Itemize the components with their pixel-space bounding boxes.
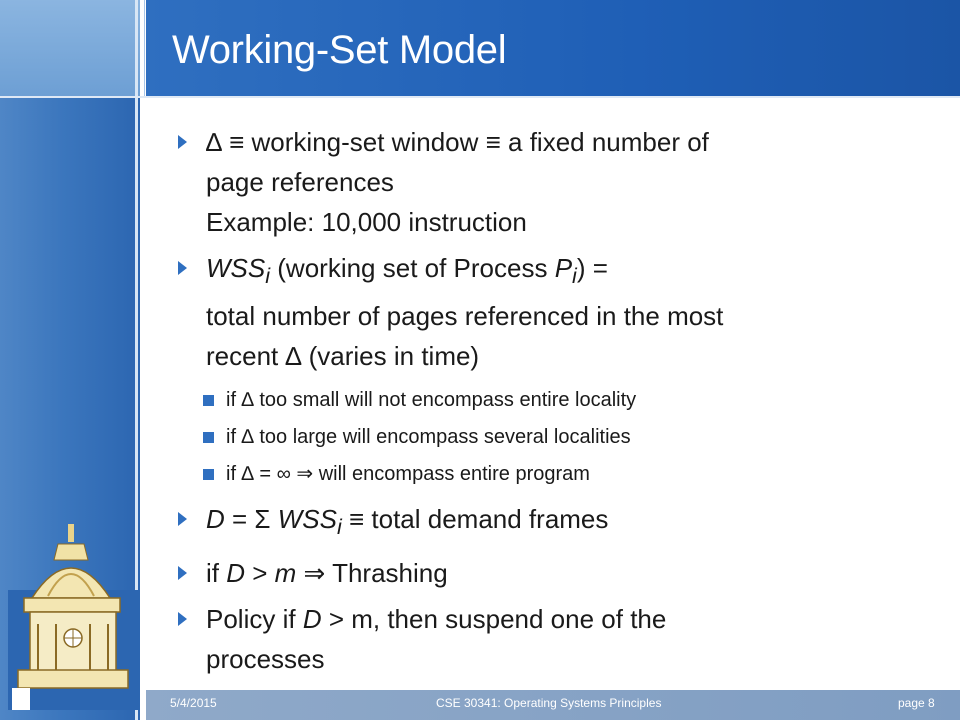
footer-date: 5/4/2015 <box>170 696 217 710</box>
square-bullet-icon <box>203 395 214 406</box>
bullet-thrashing: if D > m ⇒ Thrashing <box>178 553 938 593</box>
bullet-arrow-icon <box>178 512 187 526</box>
sub-bullet-infinite: if ∆ = ∞ ⇒ will encompass entire program <box>178 456 938 493</box>
sub-bullet-too-small: if ∆ too small will not encompass entire locality <box>178 382 938 419</box>
slide-content <box>178 122 938 685</box>
golden-dome-logo <box>8 520 140 710</box>
bullet-policy: Policy if D > m, then suspend one of the processes <box>178 599 938 679</box>
bullet-working-set-window: ∆ ≡ working-set window ≡ a fixed number of page references Example: 10,000 instruction <box>178 122 938 242</box>
bullet-arrow-icon <box>178 612 187 626</box>
footer-course-title: CSE 30341: Operating Systems Principles <box>436 696 662 710</box>
footer-page-number: page 8 <box>898 696 935 710</box>
square-bullet-icon <box>203 469 214 480</box>
bullet-wss-definition: $WSS_i$ (working set of Process $P_i$) = total number of pages referenced in the most recent ∆ (varies in time) <box>178 248 938 376</box>
bullet-arrow-icon <box>178 135 187 149</box>
sub-bullet-too-large: if ∆ too large will encompass several localities <box>178 419 938 456</box>
sidebar-divider-thin <box>144 0 145 96</box>
bullet-arrow-icon <box>178 261 187 275</box>
bullet-demand-frames: D = Σ $WSS_i$ ≡ total demand frames <box>178 499 938 547</box>
bullet-arrow-icon <box>178 566 187 580</box>
square-bullet-icon <box>203 432 214 443</box>
title-underline <box>0 96 960 98</box>
title-bar <box>146 0 960 96</box>
sidebar-top-panel <box>0 0 140 96</box>
slide-title: Working-Set Model <box>172 28 507 72</box>
